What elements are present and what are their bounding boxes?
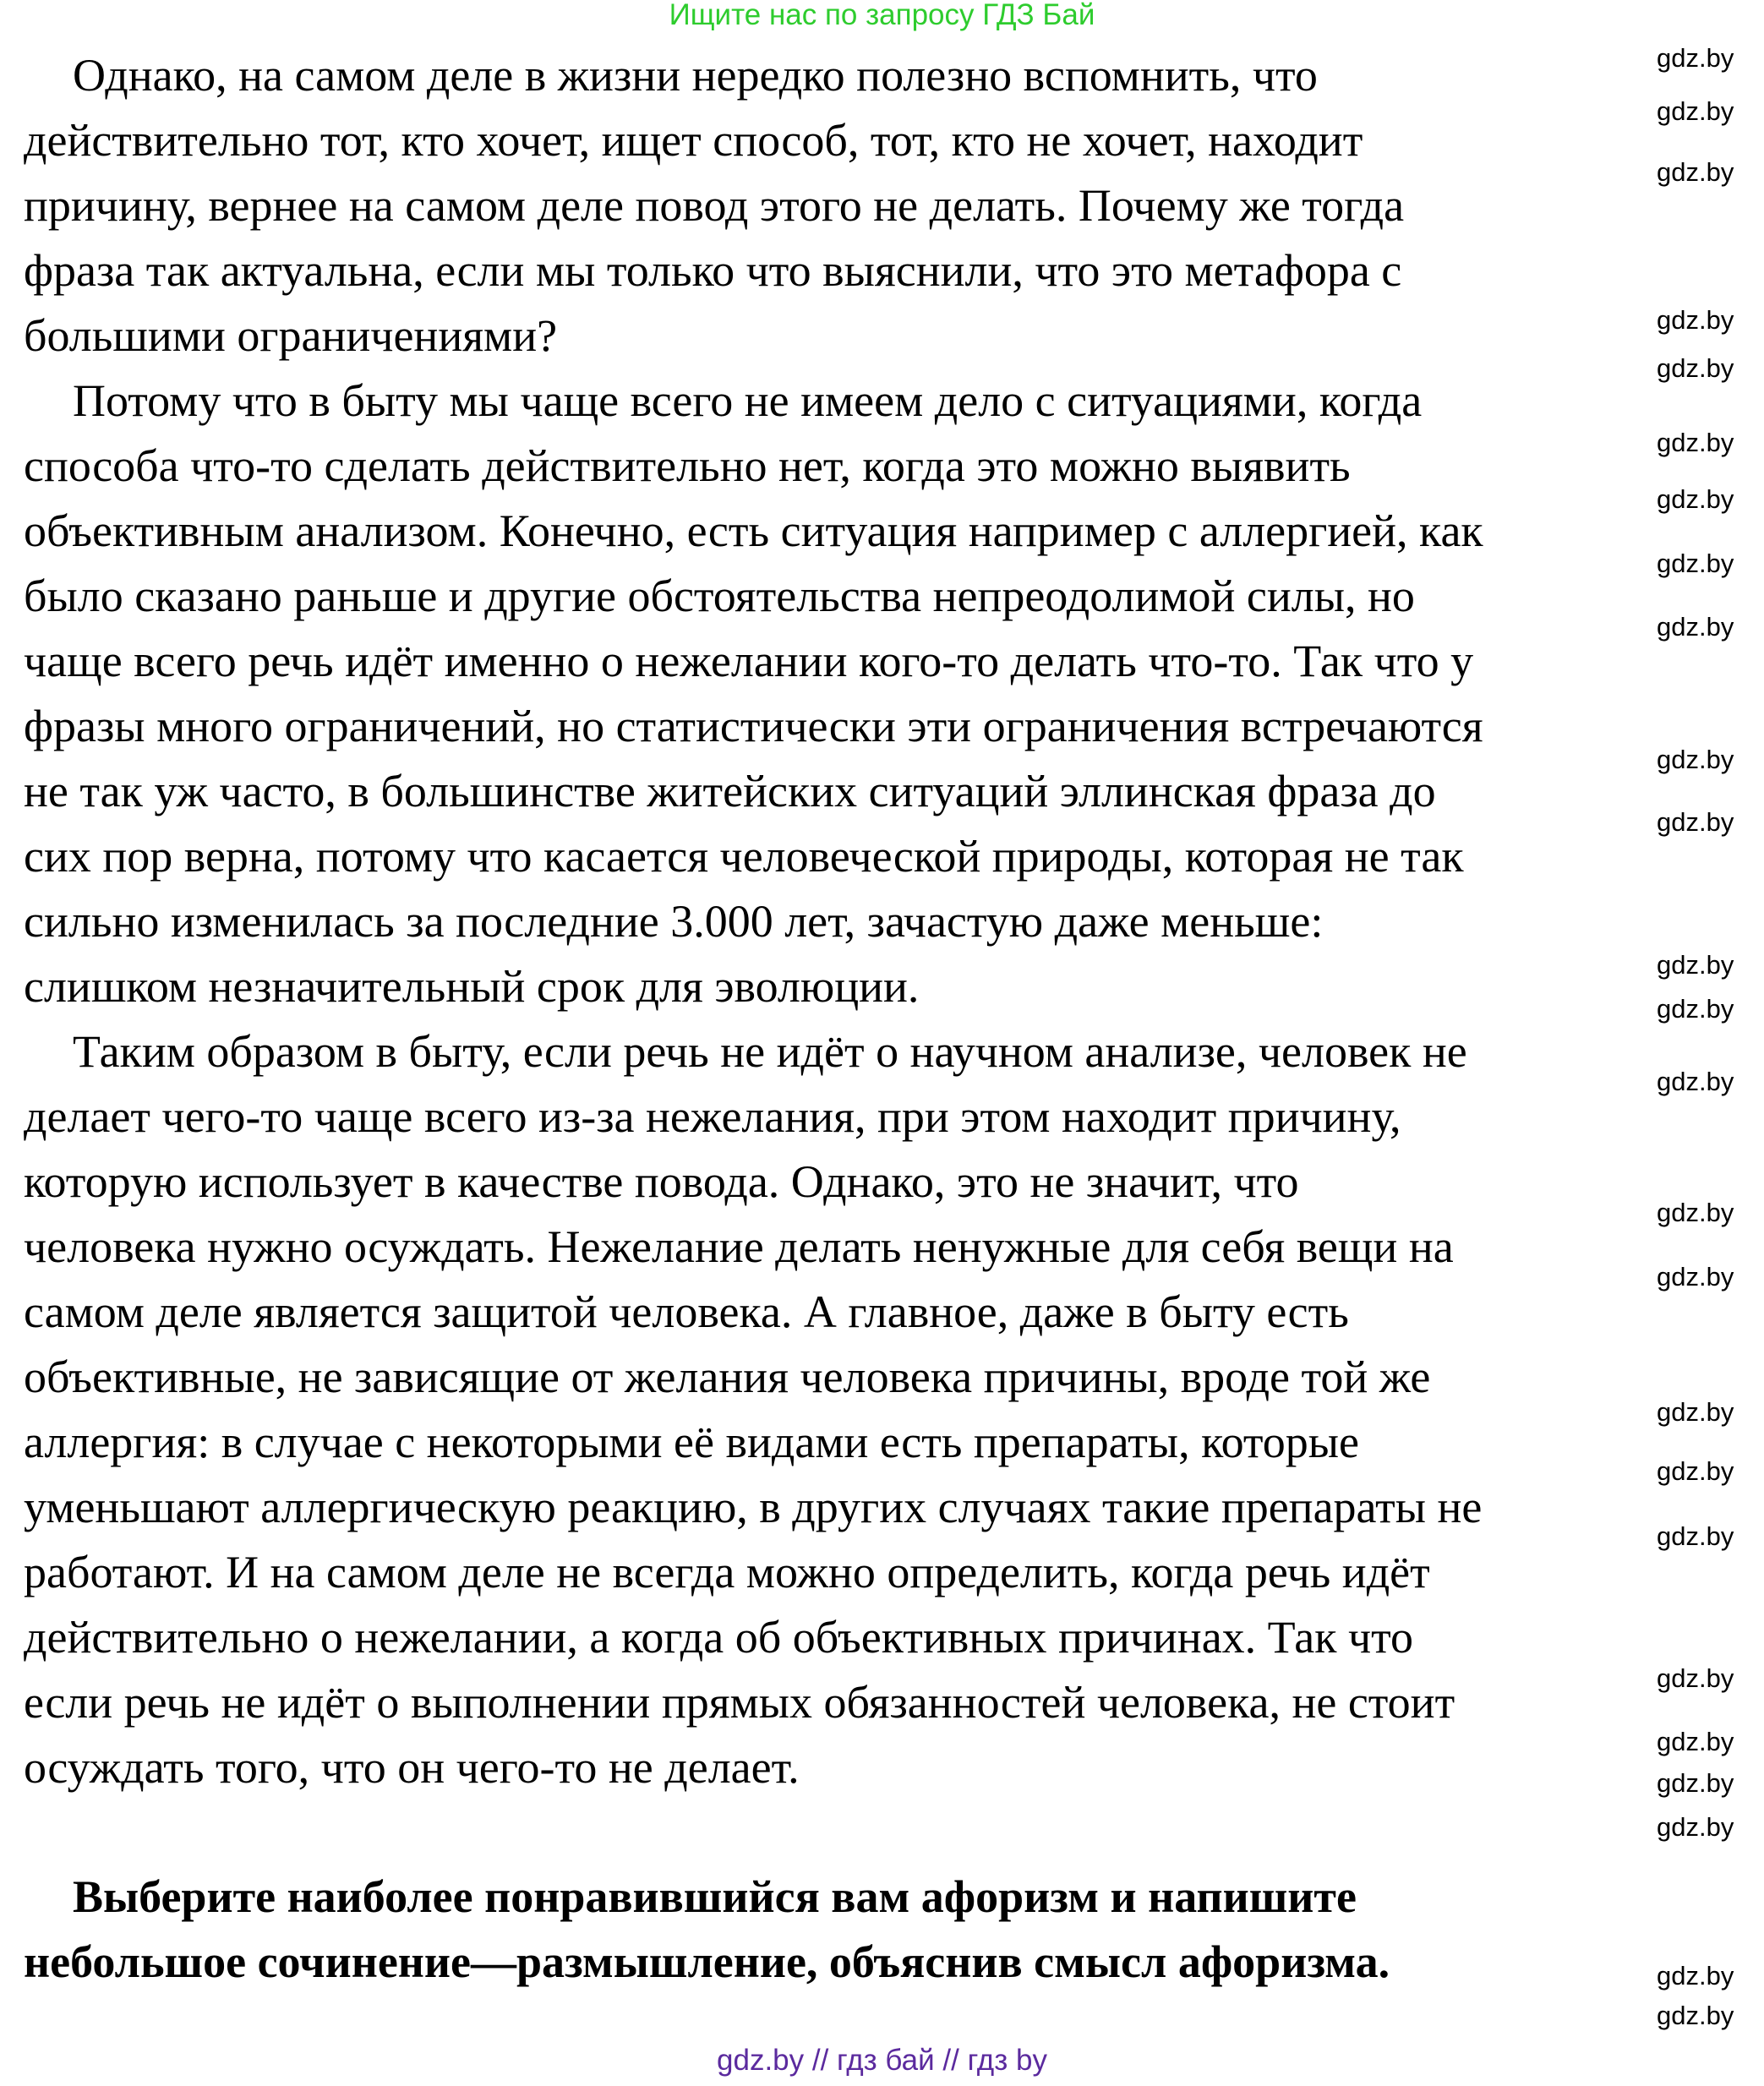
watermark: gdz.by [1657, 1521, 1734, 1551]
task-heading [24, 1865, 1390, 1995]
watermark: gdz.by [1657, 353, 1734, 383]
paragraph-line: действительно тот, кто хочет, ищет способ, тот, кто не хочет, находит [24, 115, 1363, 166]
watermark: gdz.by [1657, 950, 1734, 980]
footer-links: gdz.by // гдз бай // гдз by [717, 2044, 1047, 2077]
paragraph-line: Однако, на самом деле в жизни нередко полезно вспомнить, что [73, 50, 1318, 101]
paragraph-line: фразы много ограничений, но статистически эти ограничения встречаются [24, 701, 1483, 751]
watermark: gdz.by [1657, 1768, 1734, 1798]
paragraph-line: причину, вернее на самом деле повод этого не делать. Почему же тогда [24, 180, 1405, 231]
task-line: небольшое сочинение—размышление, объяснив смысл афоризма. [24, 1936, 1390, 1987]
watermark: gdz.by [1657, 1812, 1734, 1842]
task-line: Выберите наиболее понравившийся вам афоризм и напишите [73, 1871, 1357, 1922]
paragraph-line: фраза так актуальна, если мы только что выяснили, что это метафора с [24, 245, 1402, 296]
watermark: gdz.by [1657, 484, 1734, 514]
paragraph-line: которую использует в качестве повода. Однако, это не значит, что [24, 1156, 1299, 1207]
paragraph-line: делает чего-то чаще всего из-за нежелания, при этом находит причину, [24, 1091, 1401, 1142]
watermark: gdz.by [1657, 994, 1734, 1024]
paragraph-line: было сказано раньше и другие обстоятельства непреодолимой силы, но [24, 571, 1415, 621]
watermark: gdz.by [1657, 1262, 1734, 1291]
paragraph-line: если речь не идёт о выполнении прямых обязанностей человека, не стоит [24, 1677, 1455, 1728]
watermark: gdz.by [1657, 807, 1734, 837]
paragraph-line: самом деле является защитой человека. А главное, даже в быту есть [24, 1286, 1349, 1337]
watermark: gdz.by [1657, 43, 1734, 73]
watermark: gdz.by [1657, 612, 1734, 642]
watermark: gdz.by [1657, 1961, 1734, 1990]
paragraph-line: сильно изменилась за последние 3.000 лет, зачастую даже меньше: [24, 896, 1324, 947]
paragraph-line: сих пор верна, потому что касается человеческой природы, которая не так [24, 831, 1464, 882]
paragraph-line: человека нужно осуждать. Нежелание делать ненужные для себя вещи на [24, 1221, 1454, 1272]
watermark: gdz.by [1657, 549, 1734, 578]
watermark: gdz.by [1657, 1397, 1734, 1427]
paragraph-line: уменьшают аллергическую реакцию, в других случаях такие препараты не [24, 1482, 1483, 1532]
watermark: gdz.by [1657, 157, 1734, 187]
paragraph-line: чаще всего речь идёт именно о нежелании кого-то делать что-то. Так что у [24, 636, 1474, 686]
paragraph-line: осуждать того, что он чего-то не делает. [24, 1742, 800, 1793]
paragraph-line: Таким образом в быту, если речь не идёт о научном анализе, человек не [73, 1026, 1467, 1077]
watermark: gdz.by [1657, 428, 1734, 457]
watermark: gdz.by [1657, 745, 1734, 774]
watermark: gdz.by [1657, 1456, 1734, 1486]
watermark: gdz.by [1657, 1067, 1734, 1096]
paragraph-line: объективные, не зависящие от желания человека причины, вроде той же [24, 1352, 1431, 1402]
paragraph-line: Потому что в быту мы чаще всего не имеем дело с ситуациями, когда [73, 375, 1423, 426]
paragraph-line: способа что-то сделать действительно нет, когда это можно выявить [24, 440, 1351, 491]
paragraph-line: слишком незначительный срок для эволюции. [24, 961, 920, 1012]
paragraph-line: большими ограничениями? [24, 310, 558, 361]
essay-text [24, 43, 1483, 1800]
watermark: gdz.by [1657, 1663, 1734, 1693]
watermark: gdz.by [1657, 96, 1734, 126]
watermark: gdz.by [1657, 2001, 1734, 2030]
paragraph-line: не так уж часто, в большинстве житейских ситуаций эллинская фраза до [24, 766, 1436, 816]
watermark: gdz.by [1657, 305, 1734, 335]
watermark: gdz.by [1657, 1198, 1734, 1227]
paragraph-line: работают. И на самом деле не всегда можно определить, когда речь идёт [24, 1547, 1430, 1597]
paragraph-line: аллергия: в случае с некоторыми её видами есть препараты, которые [24, 1417, 1360, 1467]
search-hint-banner: Ищите нас по запросу ГДЗ Бай [669, 0, 1095, 31]
paragraph-line: объективным анализом. Конечно, есть ситуация например с аллергией, как [24, 505, 1483, 556]
watermark: gdz.by [1657, 1727, 1734, 1756]
paragraph-line: действительно о нежелании, а когда об объективных причинах. Так что [24, 1612, 1414, 1663]
